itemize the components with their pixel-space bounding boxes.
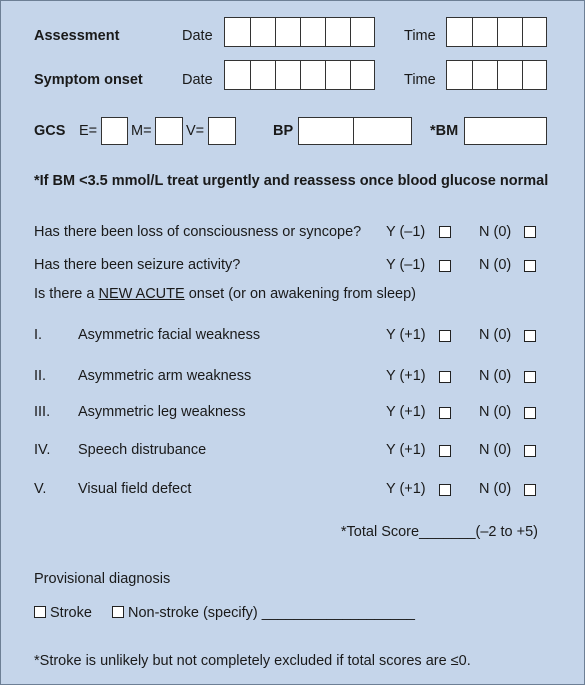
symptom-leg-num: III.: [34, 404, 51, 420]
syncope-yes-label: Y (–1): [386, 224, 426, 240]
facial-yes-checkbox[interactable]: [439, 330, 451, 342]
non-stroke-checkbox[interactable]: [112, 606, 124, 618]
assessment-time-field[interactable]: [446, 17, 547, 47]
gcs-label: GCS: [34, 123, 66, 139]
onset-time-field[interactable]: [446, 60, 547, 90]
seizure-yes-label: Y (–1): [386, 257, 426, 273]
leg-yes-checkbox[interactable]: [439, 407, 451, 419]
seizure-no-label: N (0): [479, 257, 512, 273]
speech-no-checkbox[interactable]: [524, 445, 536, 457]
visual-no-checkbox[interactable]: [524, 484, 536, 496]
speech-no-label: N (0): [479, 442, 512, 458]
bm-note: *If BM <3.5 mmol/L treat urgently and reassess once blood glucose normal: [34, 173, 549, 189]
symptom-leg-text: Asymmetric leg weakness: [78, 404, 246, 420]
assessment-date-label: Date: [182, 28, 213, 44]
visual-yes-checkbox[interactable]: [439, 484, 451, 496]
syncope-yes-checkbox[interactable]: [439, 226, 451, 238]
symptom-arm-text: Asymmetric arm weakness: [78, 368, 252, 384]
visual-no-label: N (0): [479, 481, 512, 497]
symptom-visual-num: V.: [34, 481, 47, 497]
onset-date-label: Date: [182, 72, 213, 88]
facial-no-checkbox[interactable]: [524, 330, 536, 342]
stroke-option[interactable]: [34, 605, 92, 621]
bp-field[interactable]: [298, 117, 412, 145]
question-syncope: Has there been loss of consciousness or syncope?: [34, 224, 362, 240]
symptom-speech-text: Speech distrubance: [78, 442, 207, 458]
syncope-no-checkbox[interactable]: [524, 226, 536, 238]
arm-no-label: N (0): [479, 368, 512, 384]
seizure-no-checkbox[interactable]: [524, 260, 536, 272]
onset-date-field[interactable]: [224, 60, 375, 90]
seizure-yes-checkbox[interactable]: [439, 260, 451, 272]
visual-yes-label: Y (+1): [386, 481, 426, 497]
leg-yes-label: Y (+1): [386, 404, 426, 420]
gcs-e-field[interactable]: [101, 117, 128, 145]
speech-yes-label: Y (+1): [386, 442, 426, 458]
bm-field[interactable]: [464, 117, 547, 145]
facial-no-label: N (0): [479, 327, 512, 343]
assessment-time-label: Time: [404, 28, 436, 44]
gcs-m-label: M=: [131, 123, 152, 139]
symptom-arm-num: II.: [34, 368, 47, 384]
bp-label: BP: [273, 123, 294, 139]
onset-question-emphasis: NEW ACUTE: [98, 286, 185, 302]
onset-question-before: Is there a: [34, 286, 99, 302]
stroke-label: Stroke: [50, 605, 92, 621]
gcs-m-field[interactable]: [155, 117, 183, 145]
onset-time-label: Time: [404, 72, 436, 88]
gcs-v-label: V=: [186, 123, 205, 139]
arm-yes-checkbox[interactable]: [439, 371, 451, 383]
non-stroke-label: Non-stroke (specify) ___________________: [128, 605, 415, 621]
footnote: *Stroke is unlikely but not completely excluded if total scores are ≤0.: [34, 653, 471, 669]
assessment-label: Assessment: [34, 28, 120, 44]
diagnosis-label: Provisional diagnosis: [34, 571, 171, 587]
total-score: *Total Score_______(–2 to +5): [340, 524, 538, 540]
gcs-e-label: E=: [79, 123, 98, 139]
assessment-date-field[interactable]: [224, 17, 375, 47]
gcs-v-field[interactable]: [208, 117, 236, 145]
onset-question-after: onset (or on awakening from sleep): [184, 286, 417, 302]
symptom-facial-text: Asymmetric facial weakness: [78, 327, 261, 343]
leg-no-checkbox[interactable]: [524, 407, 536, 419]
question-seizure: Has there been seizure activity?: [34, 257, 241, 273]
arm-no-checkbox[interactable]: [524, 371, 536, 383]
onset-question: [34, 286, 416, 302]
symptom-facial-num: I.: [34, 327, 43, 343]
syncope-no-label: N (0): [479, 224, 512, 240]
onset-label: Symptom onset: [34, 72, 143, 88]
symptom-speech-num: IV.: [34, 442, 51, 458]
bm-label: *BM: [430, 123, 459, 139]
speech-yes-checkbox[interactable]: [439, 445, 451, 457]
stroke-checkbox[interactable]: [34, 606, 46, 618]
facial-yes-label: Y (+1): [386, 327, 426, 343]
non-stroke-option[interactable]: [112, 605, 415, 621]
symptom-visual-text: Visual field defect: [78, 481, 192, 497]
leg-no-label: N (0): [479, 404, 512, 420]
arm-yes-label: Y (+1): [386, 368, 426, 384]
